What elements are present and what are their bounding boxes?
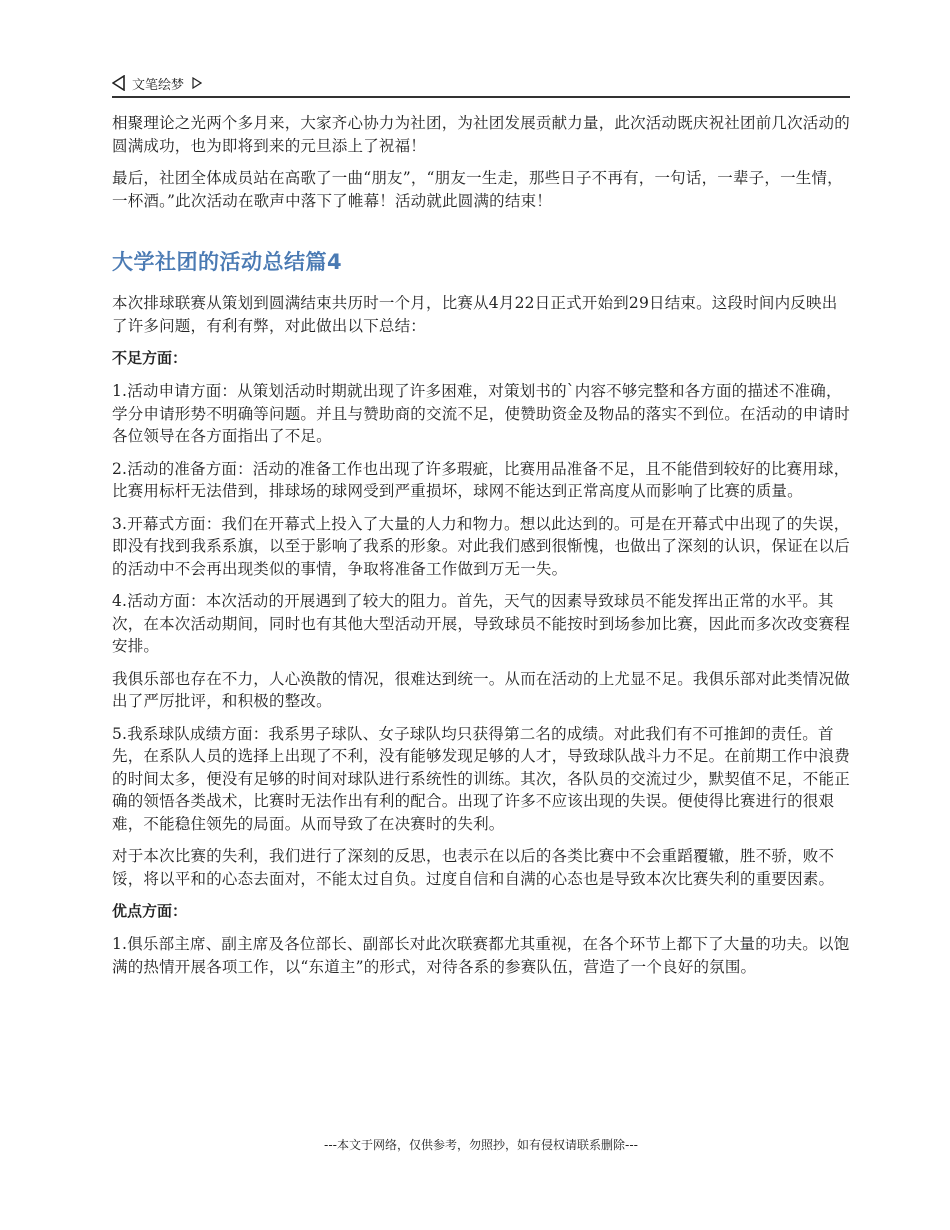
page-footer: ---本文于网络，仅供参考，勿照抄，如有侵权请联系删除---: [324, 1138, 638, 1152]
intro-paragraph: 相聚理论之光两个多月来，大家齐心协力为社团，为社团发展贡献力量，此次活动既庆祝社团前几次活动的圆满成功，也为即将到来的元旦添上了祝福！: [112, 114, 850, 155]
document-body: [112, 112, 850, 988]
shortcoming-paragraph: 对于本次比赛的失利，我们进行了深刻的反思，也表示在以后的各类比赛中不会重蹈覆辙，胜不骄，败不馁，将以平和的心态去面对，不能太过自负。过度自信和自满的心态也是导致本次比赛失利的重要因素。: [112, 847, 835, 888]
section-heading: 大学社团的活动总结篇4: [112, 250, 343, 274]
triangle-right-icon: [192, 77, 202, 89]
page-header: [112, 70, 850, 98]
shortcoming-paragraph: 我俱乐部也存在不力，人心涣散的情况，很难达到统一。从而在活动的上尤显不足。我俱乐部对此类情况做出了严厉批评，和积极的整改。: [112, 669, 850, 710]
shortcoming-paragraph: 5.我系球队成绩方面：我系男子球队、女子球队均只获得第二名的成绩。对此我们有不可推卸的责任。首先，在系队人员的选择上出现了不利，没有能够发现足够的人才，导致球队战斗力不足。在前期工作中浪费的时间太多，便没有足够的时间对球队进行系统性的训练。其次，各队员的交流过少，默契值不足，不能正确的领悟各类战术，比赛时无法作出有利的配合。出现了许多不应该出现的失误。便使得比赛进行的很艰难，不能稳住领先的局面。从而导致了在决赛时的失利。: [112, 724, 850, 833]
strengths-heading: 优点方面：: [112, 902, 188, 920]
shortcoming-paragraph: 2.活动的准备方面：活动的准备工作也出现了许多瑕疵，比赛用品准备不足，且不能借到较好的比赛用球，比赛用标杆无法借到，排球场的球网受到严重损坏，球网不能达到正常高度从而影响了比赛的质量。: [112, 459, 850, 500]
triangle-left-icon: [112, 75, 126, 91]
section-intro: 本次排球联赛从策划到圆满结束共历时一个月，比赛从4月22日正式开始到29日结束。这段时间内反映出了许多问题，有利有弊，对此做出以下总结：: [112, 294, 838, 335]
document-page: [112, 0, 850, 1230]
header-title: 文笔绘梦: [132, 77, 185, 93]
strength-paragraph: 1.俱乐部主席、副主席及各位部长、副部长对此次联赛都尤其重视，在各个环节上都下了大量的功夫。以饱满的热情开展各项工作，以“东道主”的形式，对待各系的参赛队伍，营造了一个良好的氛围。: [112, 935, 850, 976]
shortcoming-paragraph: 1.活动申请方面：从策划活动时期就出现了许多困难，对策划书的`内容不够完整和各方面的描述不准确，学分申请形势不明确等问题。并且与赞助商的交流不足，使赞助资金及物品的落实不到位。在活动的申请时各位领导在各方面指出了不足。: [112, 382, 850, 445]
shortcoming-paragraph: 4.活动方面：本次活动的开展遇到了较大的阻力。首先，天气的因素导致球员不能发挥出正常的水平。其次，在本次活动期间，同时也有其他大型活动开展，导致球员不能按时到场参加比赛，因此而多次改变赛程安排。: [112, 592, 850, 655]
shortcoming-paragraph: 3.开幕式方面：我们在开幕式上投入了大量的人力和物力。想以此达到的。可是在开幕式中出现了的失误，即没有找到我系系旗，以至于影响了我系的形象。对此我们感到很惭愧，也做出了深刻的认识，保证在以后的活动中不会再出现类似的事情，争取将准备工作做到万无一失。: [112, 514, 850, 578]
intro-paragraph: 最后，社团全体成员站在高歌了一曲“朋友”，“朋友一生走，那些日子不再有，一句话，一辈子，一生情，一杯酒。”此次活动在歌声中落下了帷幕！活动就此圆满的结束！: [112, 169, 843, 210]
shortcomings-heading: 不足方面：: [112, 349, 188, 367]
